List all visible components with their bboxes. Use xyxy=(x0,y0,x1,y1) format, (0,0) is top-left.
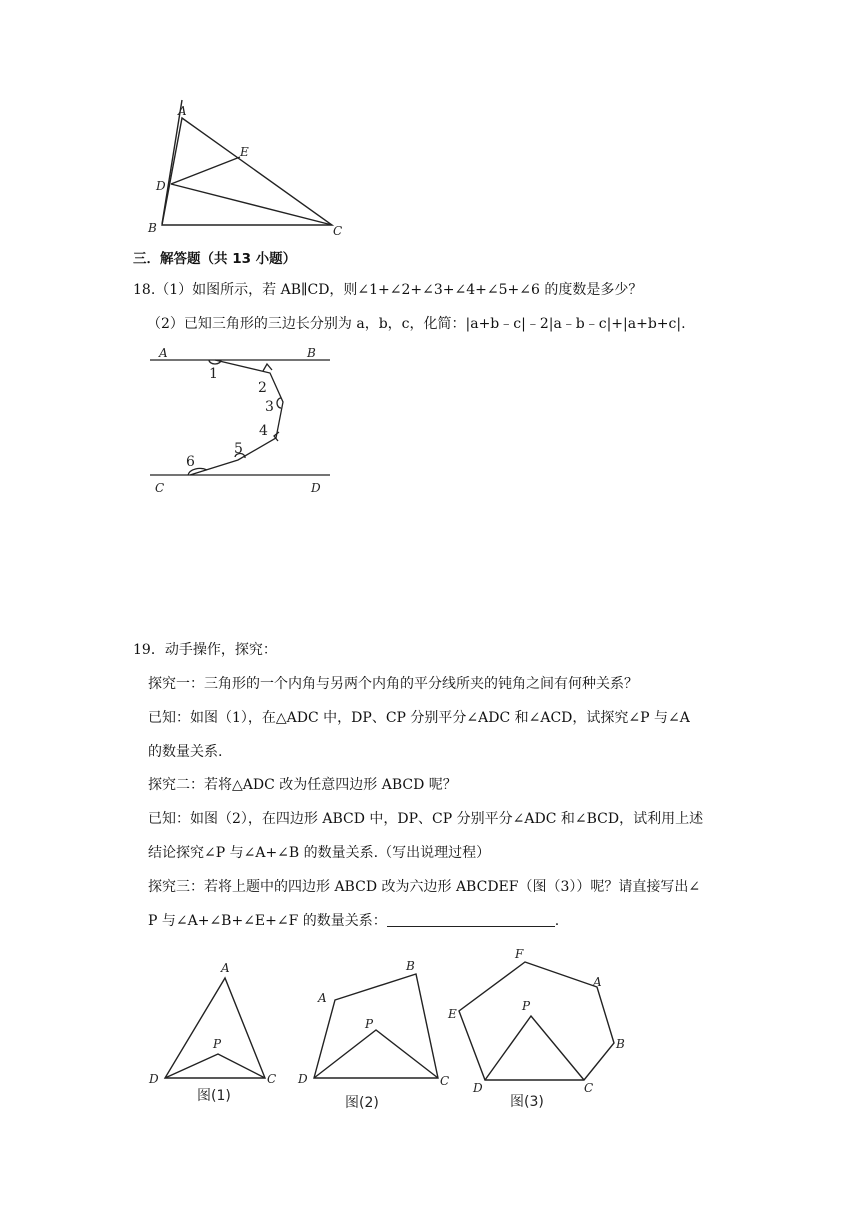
q19-line-1: 探究一：三角形的一个内角与另两个内角的平分线所夹的钝角之间有何种关系？ xyxy=(148,676,638,692)
label-A: A xyxy=(318,991,327,1005)
q19-line-4: 探究二：若将△ADC 改为任意四边形 ABCD 呢？ xyxy=(148,777,457,793)
label-B: B xyxy=(148,221,157,235)
label-A: A xyxy=(159,346,168,360)
label-C: C xyxy=(155,481,165,495)
label-D: D xyxy=(311,481,321,495)
label-D: D xyxy=(156,179,166,193)
q19-line-8-text: P 与∠A+∠B+∠E+∠F 的数量关系： xyxy=(148,913,387,929)
figure-3 xyxy=(440,940,640,1115)
label-E: E xyxy=(240,145,249,159)
label-B: B xyxy=(307,346,316,360)
figure-1 xyxy=(140,950,290,1110)
parallel-lines-figure xyxy=(145,340,345,500)
label-D: D xyxy=(149,1072,159,1086)
angle-4: 4 xyxy=(259,423,268,439)
label-A: A xyxy=(593,975,602,989)
label-A: A xyxy=(221,961,230,975)
label-E: E xyxy=(448,1007,457,1021)
caption-fig1: 图(1) xyxy=(197,1088,231,1104)
angle-6: 6 xyxy=(186,454,195,470)
q19-line-8 xyxy=(148,911,559,931)
label-P: P xyxy=(213,1037,222,1051)
section-header: 三．解答题（共 13 小题） xyxy=(133,251,297,267)
angle-1: 1 xyxy=(209,366,218,382)
q19-line-6: 结论探究∠P 与∠A+∠B 的数量关系.（写出说理过程） xyxy=(148,845,491,861)
label-B: B xyxy=(616,1037,625,1051)
caption-fig2: 图(2) xyxy=(345,1095,379,1111)
q19-line-8-end: . xyxy=(554,913,560,929)
q19-line-2: 已知：如图（1），在△ADC 中，DP、CP 分别平分∠ADC 和∠ACD，试探究∠P 与∠A xyxy=(148,710,690,726)
q19-line-7: 探究三：若将上题中的四边形 ABCD 改为六边形 ABCDEF（图（3））呢？请直接写出∠ xyxy=(148,879,701,895)
label-C: C xyxy=(440,1074,450,1088)
caption-fig3: 图(3) xyxy=(510,1094,544,1110)
figure-2 xyxy=(290,950,460,1115)
q19-intro: 19．动手操作，探究： xyxy=(133,642,277,658)
label-F: F xyxy=(515,947,524,961)
label-P: P xyxy=(365,1017,374,1031)
label-D: D xyxy=(473,1081,483,1095)
label-P: P xyxy=(522,999,531,1013)
q19-line-5: 已知：如图（2），在四边形 ABCD 中，DP、CP 分别平分∠ADC 和∠BCD，试利用上述 xyxy=(148,811,704,827)
label-C: C xyxy=(333,224,343,238)
q19-line-3: 的数量关系. xyxy=(148,744,223,760)
angle-5: 5 xyxy=(234,441,243,457)
angle-2: 2 xyxy=(258,380,267,396)
angle-3: 3 xyxy=(265,399,274,415)
answer-blank xyxy=(387,912,555,927)
q18-part2: （2）已知三角形的三边长分别为 a，b，c，化简：|a+b﹣c|﹣2|a﹣b﹣c|+|a+b+c|. xyxy=(147,316,686,332)
triangle-figure-top xyxy=(140,100,350,240)
q18-part1: 18.（1）如图所示，若 AB∥CD，则∠1+∠2+∠3+∠4+∠5+∠6 的度数是多少？ xyxy=(133,282,643,298)
label-B: B xyxy=(406,959,415,973)
label-C: C xyxy=(584,1081,594,1095)
label-D: D xyxy=(298,1072,308,1086)
label-C: C xyxy=(267,1072,277,1086)
label-A: A xyxy=(178,104,187,118)
